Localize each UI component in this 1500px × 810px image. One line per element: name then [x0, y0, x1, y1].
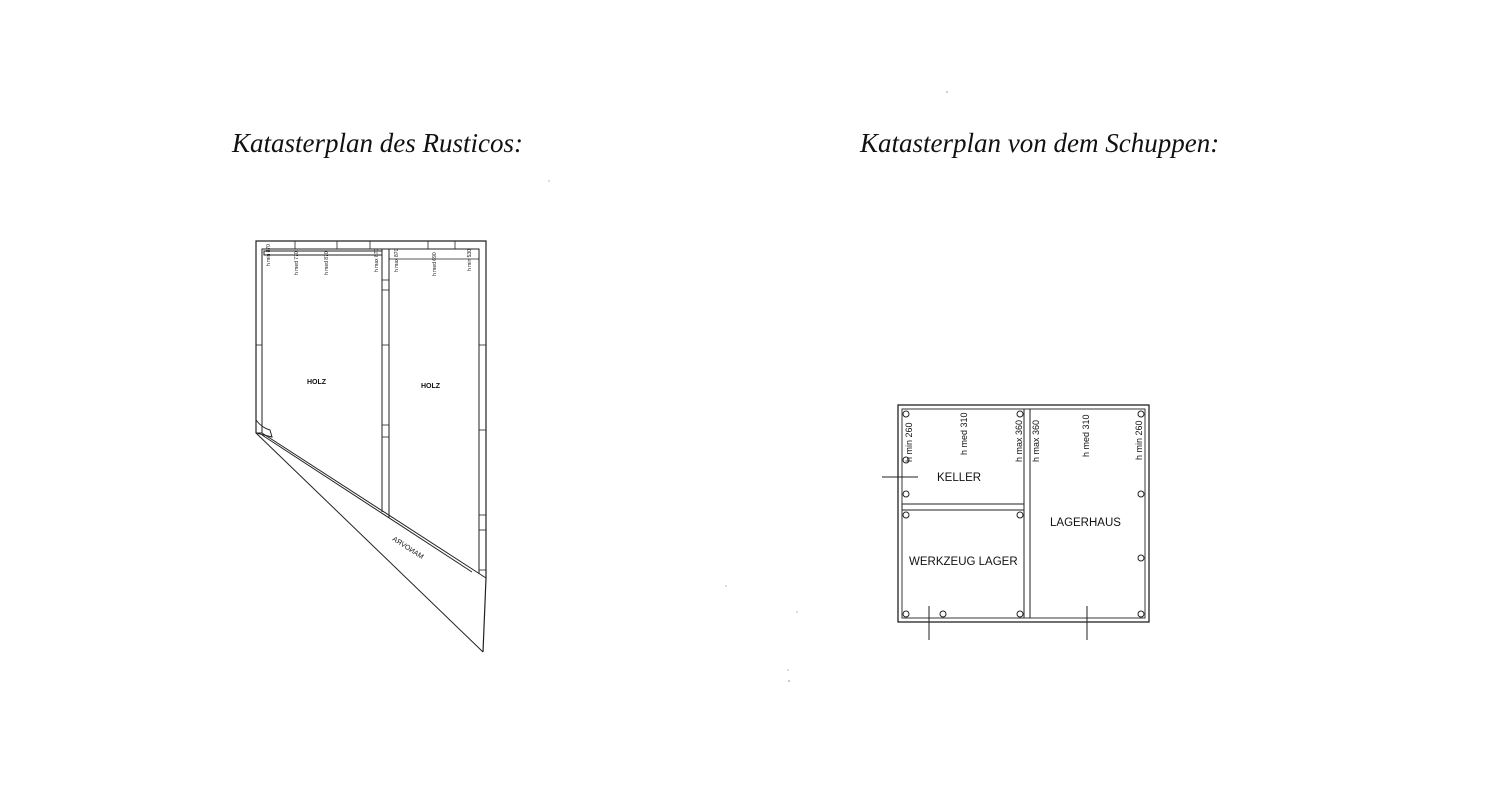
rustico-room-label-left: HOLZ: [307, 379, 327, 386]
schuppen-height-label: h max 360: [1014, 419, 1024, 462]
schuppen-room-label-keller: KELLER: [937, 472, 982, 484]
scan-specks: [548, 91, 947, 682]
rustico-outer-wall: [256, 241, 486, 652]
schuppen-height-label: h min 260: [904, 422, 914, 462]
title-rustico: Katasterplan des Rusticos:: [232, 128, 523, 158]
rustico-height-label: h max 870: [374, 248, 380, 272]
rustico-maneuver-label: MANOVRA: [390, 535, 425, 561]
rustico-height-label: h med 690: [432, 252, 438, 276]
schuppen-height-label: h med 310: [1081, 414, 1091, 457]
rustico-plan: [256, 241, 486, 652]
rustico-wall-ticks: [256, 241, 486, 570]
schuppen-room-label-werkzeug: WERKZEUG LAGER: [909, 556, 1018, 568]
rustico-height-label: h min 870: [266, 244, 272, 266]
schuppen-height-label: h max 360: [1031, 419, 1041, 462]
rustico-height-label: h max 870: [394, 248, 400, 272]
schuppen-plan: [882, 405, 1149, 640]
rustico-room-label-right: HOLZ: [421, 383, 441, 390]
rustico-height-label: h med 770: [294, 251, 300, 275]
rustico-height-label: h min 530: [467, 249, 473, 271]
schuppen-height-label: h min 260: [1134, 420, 1144, 460]
schuppen-room-label-lagerhaus: LAGERHAUS: [1050, 517, 1121, 529]
rustico-maneuver-area: [256, 433, 486, 652]
title-schuppen: Katasterplan von dem Schuppen:: [860, 128, 1220, 158]
schuppen-height-label: h med 310: [959, 412, 969, 455]
rustico-partition: [264, 249, 479, 518]
rustico-height-label: h med 870: [324, 251, 330, 275]
